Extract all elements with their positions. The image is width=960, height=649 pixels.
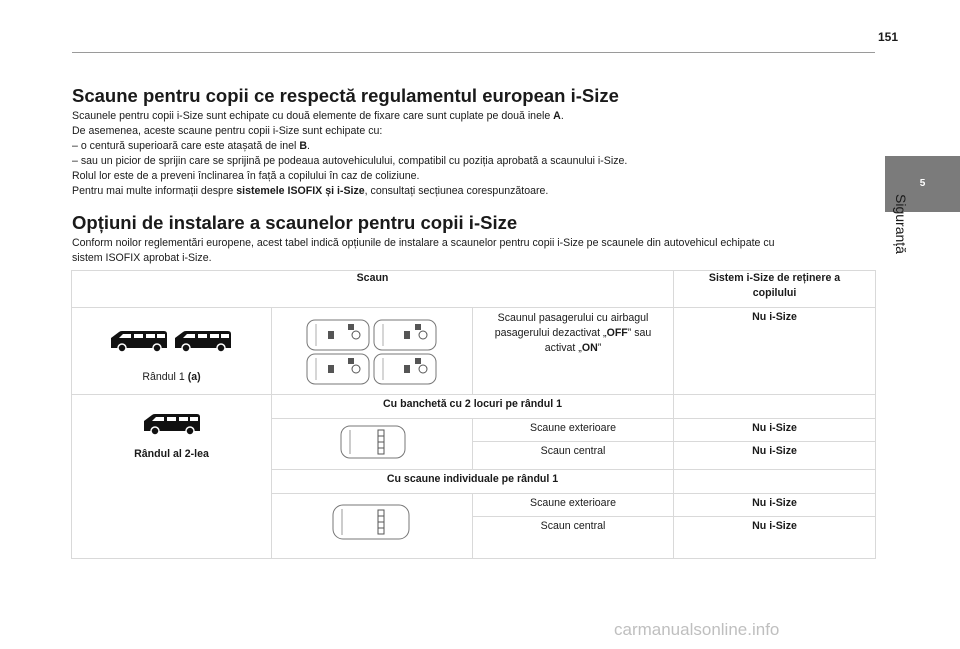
section-title-isize: Scaune pentru copii ce respectă regulamentul european i-Size (72, 85, 619, 106)
g2-seat-central: Scaun central (473, 517, 674, 559)
individual-seats-diagram (332, 504, 410, 540)
row1-description: Scaunul pasagerului cu airbagul pasagerului dezactivat „OFF” sau activat „ON” (473, 308, 674, 395)
paragraph-line: De asemenea, aceste scaune pentru copii i-Size sunt echipate cu: (72, 125, 383, 137)
chapter-label-text: Siguranță (893, 194, 909, 254)
intro-line: Conform noilor reglementări europene, acest tabel indică opțiunile de instalare a scaunelor pentru copii i-Size pe scaunele din autovehicul echipate cu (72, 237, 775, 249)
group2-diagram-cell (272, 494, 473, 559)
row1-label: Rândul 1 (a) (142, 371, 201, 383)
paragraph-line: – o centură superioară care este atașată de inel B. (72, 140, 310, 152)
paragraph-line: Rolul lor este de a preveni înclinarea în față a copilului în caz de coliziune. (72, 170, 420, 182)
row1-vans (72, 324, 271, 357)
group2-title: Cu scaune individuale pe rândul 1 (272, 470, 674, 494)
watermark: carmanualsonline.info (614, 620, 780, 639)
chapter-number: 5 (919, 178, 926, 189)
g1-value-central: Nu i-Size (674, 442, 876, 470)
g2-seat-outer: Scaune exterioare (473, 494, 674, 517)
van-icon (109, 324, 235, 354)
g1-value-outer: Nu i-Size (674, 419, 876, 442)
group1-diagram-cell (272, 419, 473, 470)
van-icon (142, 409, 202, 437)
g1-seat-outer: Scaune exterioare (473, 419, 674, 442)
header-seat: Scaun (72, 271, 674, 308)
group1-title-empty (674, 395, 876, 419)
row1-label-cell (72, 308, 272, 395)
g2-value-central: Nu i-Size (674, 517, 876, 559)
row1-diagrams-cell (272, 308, 473, 395)
paragraph-line: Scaunele pentru copii i-Size sunt echipate cu două elemente de fixare care sunt cuplate pe două inele A. (72, 110, 564, 122)
bench-seat-diagram (340, 425, 406, 459)
g1-seat-central: Scaun central (473, 442, 674, 470)
row1-value: Nu i-Size (674, 308, 876, 395)
chapter-label (891, 194, 911, 306)
g2-value-outer: Nu i-Size (674, 494, 876, 517)
paragraph-line: Pentru mai multe informații despre sistemele ISOFIX și i-Size, consultați secțiunea corespunzătoare. (72, 185, 549, 197)
intro-line: sistem ISOFIX aprobat i-Size. (72, 252, 212, 264)
header-system: Sistem i-Size de reținere a copilului (674, 271, 876, 308)
row2-label: Rândul al 2-lea (134, 448, 209, 460)
header-rule (72, 52, 875, 53)
paragraph-line: – sau un picior de sprijin care se sprijină pe podeaua autovehiculului, compatibil cu poziția aprobată a scaunului i-Size. (72, 155, 628, 167)
section-title-options: Opțiuni de instalare a scaunelor pentru copii i-Size (72, 212, 518, 233)
seat-layout-diagrams (306, 318, 438, 386)
group2-title-empty (674, 470, 876, 494)
group1-title: Cu banchetă cu 2 locuri pe rândul 1 (272, 395, 674, 419)
page-number: 151 (878, 30, 899, 44)
row2-van (72, 409, 271, 440)
installation-options-table (71, 270, 876, 559)
row2-label-cell (72, 395, 272, 559)
